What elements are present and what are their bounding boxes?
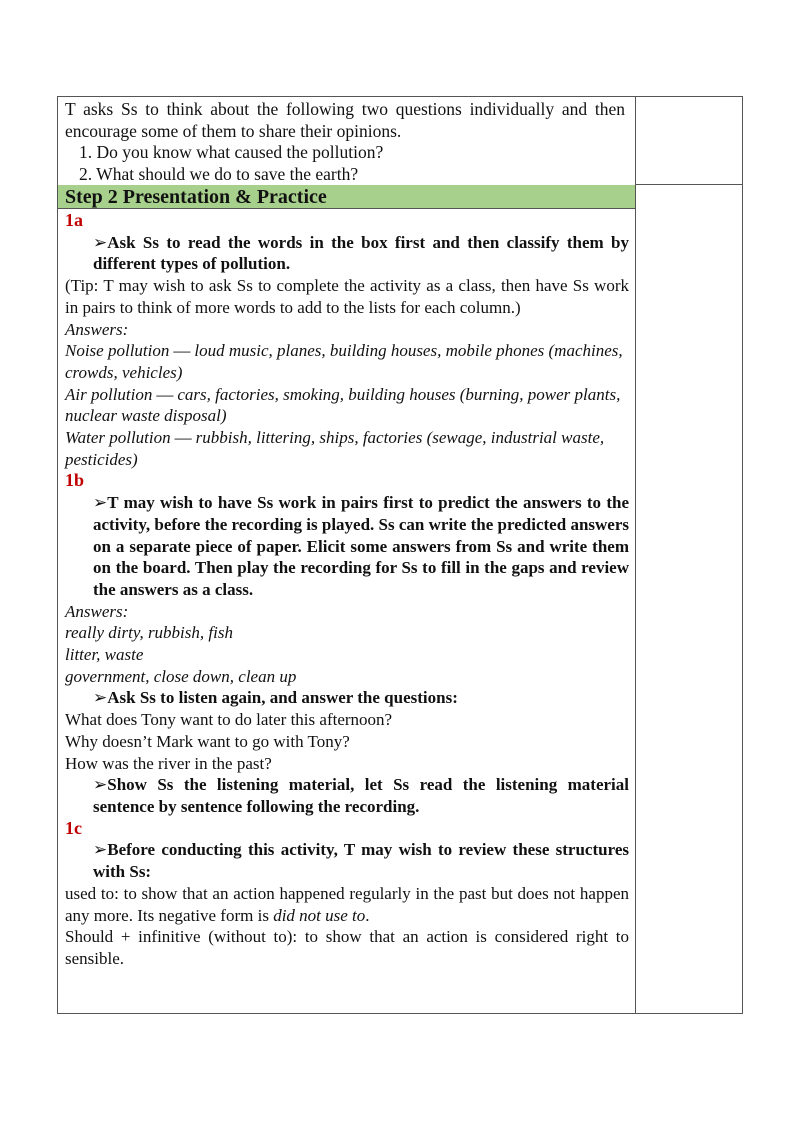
answers-label-1b: Answers: bbox=[65, 601, 129, 621]
intro-cell bbox=[65, 99, 625, 185]
step-header: Step 2 Presentation & Practice bbox=[58, 185, 635, 209]
bullet-1b-2 bbox=[65, 687, 629, 709]
bullet-1b-1 bbox=[65, 492, 629, 601]
step-content bbox=[65, 210, 629, 970]
used-to-explanation bbox=[65, 883, 629, 926]
answer-1b-3: government, close down, clean up bbox=[65, 666, 297, 686]
answer-air-words: cars, factories, smoking, building houses (burning, power plants, nuclear waste disposal) bbox=[65, 384, 621, 426]
intro-question-1: 1. Do you know what caused the pollution? bbox=[79, 142, 384, 162]
section-label-1a: 1a bbox=[65, 210, 83, 230]
arrow-bullet-icon: ➢ bbox=[93, 775, 108, 795]
dash: — bbox=[156, 384, 174, 404]
answer-water bbox=[65, 427, 629, 470]
answer-noise-label: Noise pollution bbox=[65, 341, 170, 361]
bullet-1a-text: Ask Ss to read the words in the box first and then classify them by different types of pollution. bbox=[93, 232, 629, 274]
column-divider bbox=[635, 97, 636, 1013]
arrow-bullet-icon: ➢ bbox=[93, 232, 108, 252]
answer-noise-words: loud music, planes, building houses, mobile phones (machines, crowds, vehicles) bbox=[65, 341, 623, 382]
question-1b-3: How was the river in the past? bbox=[65, 753, 272, 773]
bullet-1c-text: Before conducting this activity, T may wish to review these structures with Ss: bbox=[93, 840, 629, 882]
section-label-1c: 1c bbox=[65, 817, 82, 838]
answer-noise bbox=[65, 340, 629, 383]
tip-1a: (Tip: T may wish to ask Ss to complete the activity as a class, then have Ss work in pairs to think of more words to add to the lists for each column.) bbox=[65, 276, 629, 317]
answer-1b-1: really dirty, rubbish, fish bbox=[65, 623, 233, 643]
intro-text: T asks Ss to think about the following two questions individually and then encourage some of them to share their opinions. bbox=[65, 99, 625, 141]
answer-1b-2: litter, waste bbox=[65, 645, 144, 665]
bullet-1a bbox=[65, 232, 629, 275]
answer-water-label: Water pollution bbox=[65, 428, 171, 448]
bullet-1b-1-text: T may wish to have Ss work in pairs first to predict the answers to the activity, before the recording is played. Ss can write the predicted answers on a separate piece of paper. Elicit some answers from Ss and write them on the board. Then play the recording for Ss to fill in the gaps and review the answers as a class. bbox=[93, 493, 629, 599]
bullet-1b-3-text: Show Ss the listening material, let Ss read the listening material sentence by sentence following the recording. bbox=[93, 775, 629, 816]
answer-air bbox=[65, 384, 629, 427]
arrow-bullet-icon: ➢ bbox=[93, 493, 108, 513]
section-label-1b: 1b bbox=[65, 470, 85, 491]
row-divider bbox=[635, 184, 743, 185]
bullet-1c bbox=[65, 839, 629, 882]
used-to-text: used to: to show that an action happened regularly in the past but does not happen any more. Its negative form is bbox=[65, 883, 629, 925]
dash: — bbox=[173, 341, 191, 361]
should-explanation: Should + infinitive (without to): to show that an action is considered right to sensible. bbox=[65, 927, 629, 968]
bullet-1b-3 bbox=[65, 774, 629, 817]
question-1b-2: Why doesn’t Mark want to go with Tony? bbox=[65, 731, 350, 751]
lesson-plan-table bbox=[57, 96, 743, 1014]
answers-label-1a: Answers: bbox=[65, 319, 129, 339]
arrow-bullet-icon: ➢ bbox=[93, 840, 108, 860]
intro-question-2: 2. What should we do to save the earth? bbox=[79, 163, 359, 184]
bullet-1b-2-text: Ask Ss to listen again, and answer the questions: bbox=[107, 688, 458, 708]
arrow-bullet-icon: ➢ bbox=[93, 688, 108, 708]
used-to-negative: did not use to bbox=[273, 905, 366, 925]
answer-water-words: rubbish, littering, ships, factories (sewage, industrial waste, pesticides) bbox=[65, 428, 605, 469]
answer-air-label: Air pollution bbox=[65, 384, 153, 404]
used-to-end: . bbox=[365, 905, 370, 925]
dash: — bbox=[174, 428, 192, 448]
question-1b-1: What does Tony want to do later this afternoon? bbox=[65, 710, 393, 730]
